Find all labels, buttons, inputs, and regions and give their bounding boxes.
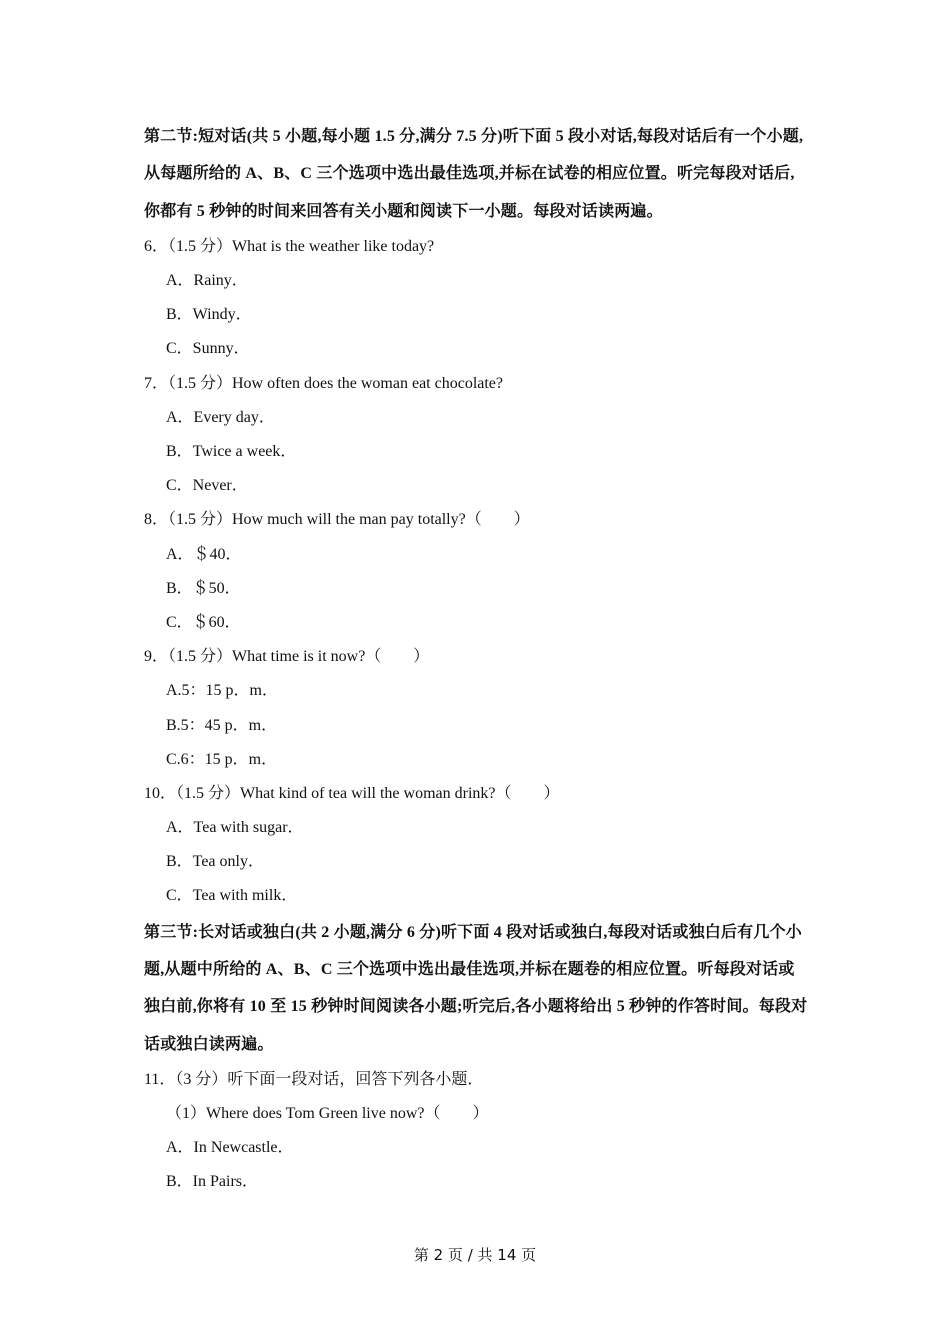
option-c: C.6：15 p．m． <box>166 750 278 768</box>
option-a: A．Every day． <box>166 408 275 426</box>
option-b: B.5：45 p．m． <box>166 716 278 734</box>
option-b: B．In Pairs． <box>166 1173 259 1191</box>
option-b: B．Tea only． <box>166 853 264 871</box>
section2-heading: 第二节:短对话(共 5 小题,每小题 1.5 分,满分 7.5 分)听下面 5 段小对话,每段对话后有一个小题,从每题所给的 A、B、C 三个选项中选出最佳选项,并标在试卷的相应位置。听完每段对话后,你都有 5 秒钟的时间来回答有关小题和阅读下一小题。每段对话读两遍。 <box>144 128 804 220</box>
option-a: A．Tea with sugar． <box>166 819 304 837</box>
page-footer: 第 2 页 / 共 14 页 <box>413 1246 537 1264</box>
section3-heading: 第三节:长对话或独白(共 2 小题,满分 6 分)听下面 4 段对话或独白,每段对话或独白后有几个小题,从题中所给的 A、B、C 三个选项中选出最佳选项,并标在题卷的相应位置。听每段对话或独白前,你将有 10 至 15 秒钟时间阅读各小题;听完后,各小题将给出 5 秒钟的作答时间。每段对话或独白读两遍。 <box>144 923 808 1053</box>
option-b: B．Twice a week． <box>166 443 297 461</box>
question-6 <box>144 230 809 367</box>
question-9 <box>144 640 809 777</box>
option-c: C．Tea with milk． <box>166 887 298 905</box>
option-a: A.5：15 p．m． <box>166 682 279 700</box>
question-8 <box>144 503 809 640</box>
option-c: C．Never． <box>166 477 248 495</box>
question-11 <box>144 1063 809 1200</box>
question-7 <box>144 367 809 504</box>
option-b: B．Windy． <box>166 306 252 324</box>
sub-question-1: （1）Where does Tom Green live now?（ ） <box>166 1105 489 1123</box>
option-a: A．In Newcastle． <box>166 1139 294 1157</box>
page-content <box>144 118 809 1200</box>
option-a: A．＄40． <box>166 545 242 563</box>
question-stem: 9．（1.5 分）What time is it now?（ ） <box>144 648 430 666</box>
option-a: A．Rainy． <box>166 272 248 290</box>
question-10 <box>144 777 809 914</box>
question-stem: 11．（3 分）听下面一段对话，回答下列各小题． <box>144 1070 484 1088</box>
question-stem: 10．（1.5 分）What kind of tea will the woman drink?（ ） <box>144 784 560 802</box>
question-stem: 7．（1.5 分）How often does the woman eat chocolate? <box>144 374 504 392</box>
question-stem: 8．（1.5 分）How much will the man pay totally?（ ） <box>144 511 530 529</box>
option-c: C．Sunny． <box>166 340 250 358</box>
option-b: B．＄50． <box>166 579 241 597</box>
option-c: C．＄60． <box>166 613 241 631</box>
question-stem: 6．（1.5 分）What is the weather like today? <box>144 237 435 255</box>
